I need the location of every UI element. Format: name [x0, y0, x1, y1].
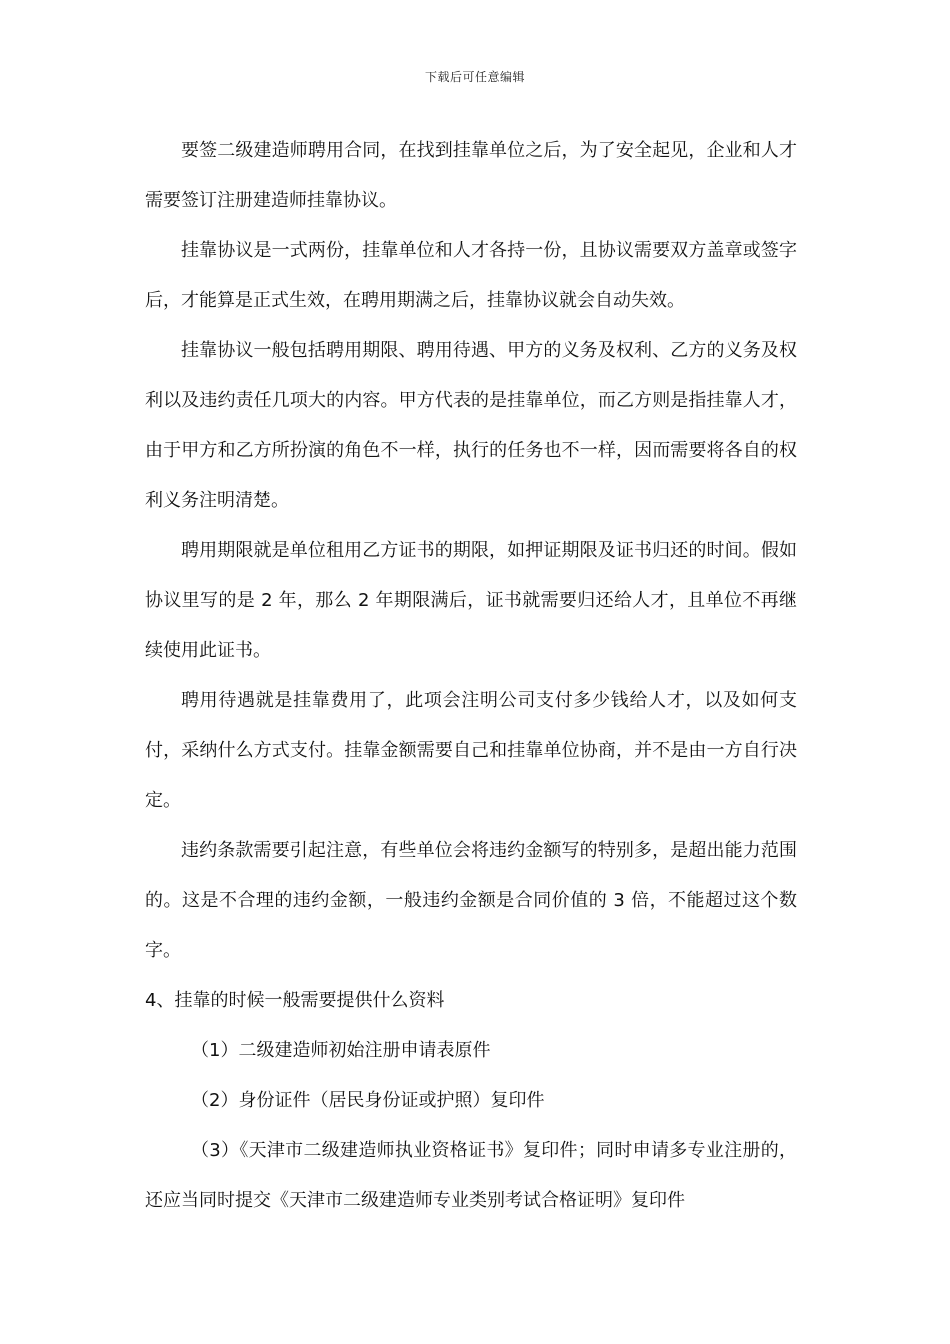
section-heading: 4、挂靠的时候一般需要提供什么资料	[145, 990, 445, 1011]
paragraph: 挂靠协议一般包括聘用期限、聘用待遇、甲方的义务及权利、乙方的义务及权利以及违约责任几项大的内容。甲方代表的是挂靠单位，而乙方则是指挂靠人才，由于甲方和乙方所扮演的角色不一样，执行的任务也不一样，因而需要将各自的权利义务注明清楚。	[145, 340, 797, 511]
list-item: （1）二级建造师初始注册申请表原件	[191, 1040, 491, 1061]
paragraph: 聘用期限就是单位租用乙方证书的期限，如押证期限及证书归还的时间。假如协议里写的是 2 年，那么 2 年期限满后，证书就需要归还给人才，且单位不再继续使用此证书。	[145, 540, 797, 661]
list-item: （3）《天津市二级建造师执业资格证书》复印件；同时申请多专业注册的，还应当同时提交《天津市二级建造师专业类别考试合格证明》复印件	[145, 1140, 797, 1211]
paragraph: 违约条款需要引起注意，有些单位会将违约金额写的特别多，是超出能力范围的。这是不合理的违约金额，一般违约金额是合同价值的 3 倍，不能超过这个数字。	[145, 840, 797, 961]
paragraph: 挂靠协议是一式两份，挂靠单位和人才各持一份，且协议需要双方盖章或签字后，才能算是正式生效，在聘用期满之后，挂靠协议就会自动失效。	[145, 240, 797, 311]
paragraph: 要签二级建造师聘用合同，在找到挂靠单位之后，为了安全起见，企业和人才需要签订注册建造师挂靠协议。	[145, 140, 797, 211]
page-header: 下载后可任意编辑	[424, 70, 525, 84]
document-body	[145, 126, 797, 1226]
paragraph: 聘用待遇就是挂靠费用了，此项会注明公司支付多少钱给人才，以及如何支付，采纳什么方式支付。挂靠金额需要自己和挂靠单位协商，并不是由一方自行决定。	[145, 690, 797, 811]
list-item: （2）身份证件（居民身份证或护照）复印件	[191, 1090, 545, 1111]
